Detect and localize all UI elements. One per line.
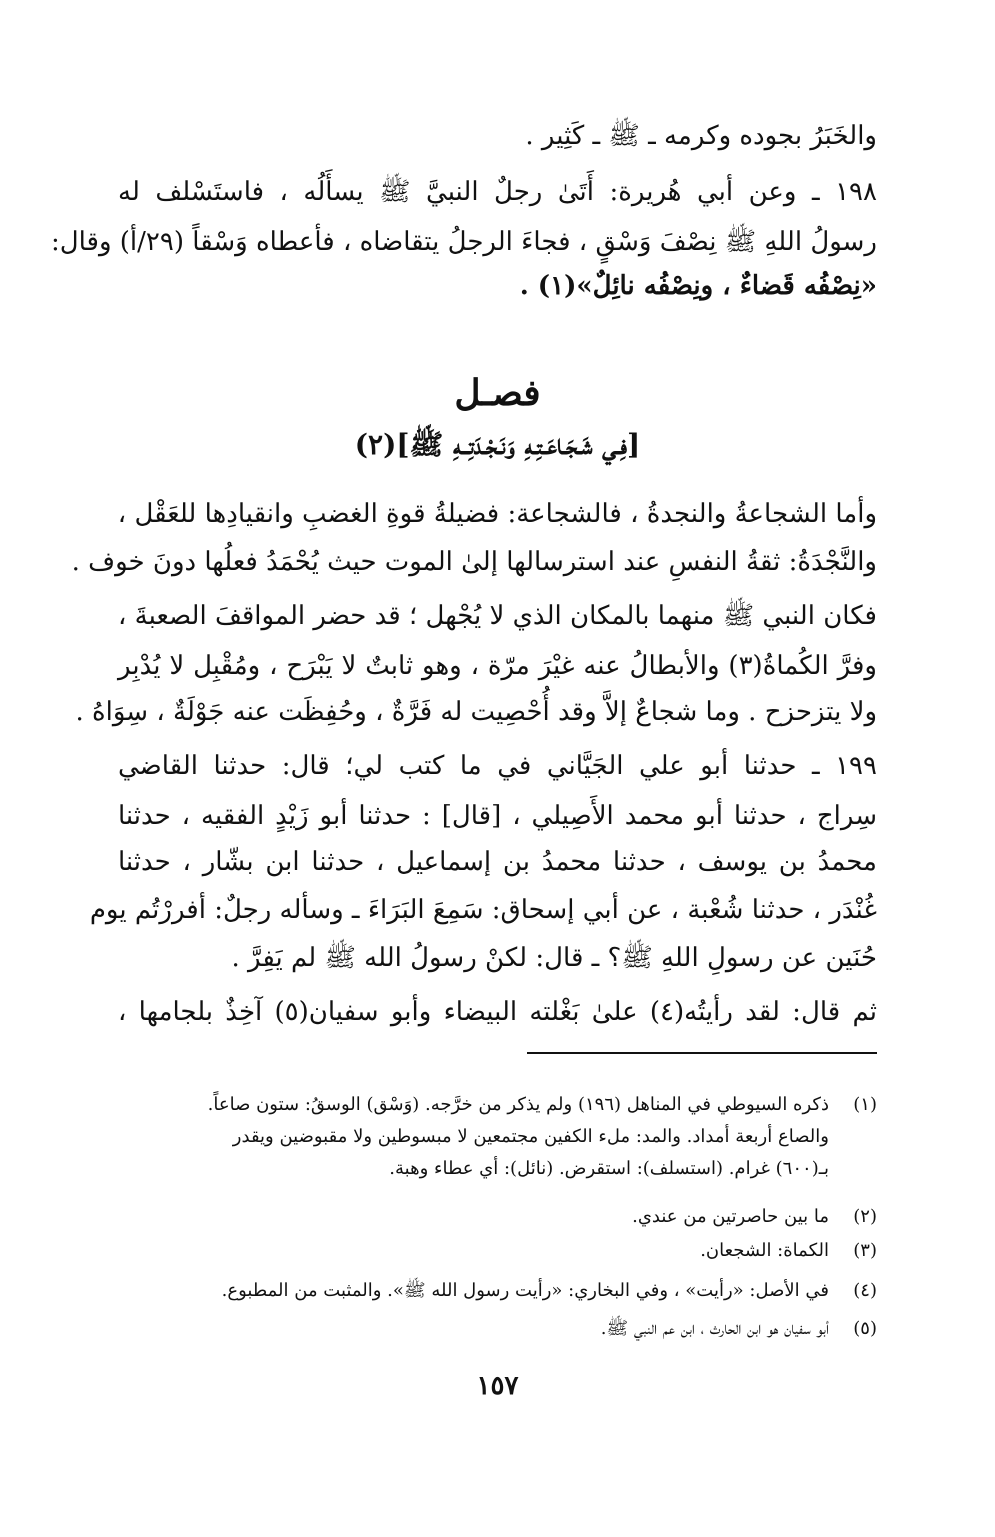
hadith-199-line-1: ١٩٩ ـ حدثنا أبو علي الجَيَّاني في ما كتب لي؛ قال: حدثنا القاضي <box>118 751 877 781</box>
footnote-number: (٤) <box>853 1280 877 1301</box>
footnote-separator <box>527 1052 877 1054</box>
footnote-1-continued: بـ(٦٠٠) غرام. (استسلف): استقرض. (نائل): أي عطاء وهبة. <box>389 1158 829 1179</box>
footnote-number: (٥) <box>853 1318 877 1339</box>
intro-line: والخَبَرُ بجوده وكرمه ـ ﷺ ـ كَثِير . <box>525 121 877 151</box>
hadith-199-line-3: محمدُ بن يوسف ، حدثنا محمدُ بن إسماعيل ، حدثنا ابن بشّار ، حدثنا <box>118 847 877 877</box>
footnote-number: (٣) <box>853 1240 877 1261</box>
footnote-5 <box>118 1314 877 1344</box>
footnote-2 <box>118 1202 877 1232</box>
book-page <box>50 0 877 1537</box>
courage-definition-line-2: والنَّجْدَةُ: ثقةُ النفسِ عند استرسالها إلىٰ الموت حيث يُحْمَدُ فعلُها دونَ خوف . <box>71 547 877 577</box>
hadith-199-line-2: سِراج ، حدثنا أبو محمد الأَصِيلي ، [قال] : حدثنا أبو زَيْدٍ الفقيه ، حدثنا <box>118 801 877 831</box>
hadith-198-line-2: رسولُ اللهِ ﷺ نِصْفَ وَسْقٍ ، فجاءَ الرجلُ يتقاضاه ، فأعطاه وَسْقاً (٢٩/أ) وقال: <box>50 227 877 257</box>
then-said-line: ثم قال: لقد رأيتُه(٤) علىٰ بَغْلته البيضاء وأبو سفيان(٥) آخِذٌ بلجامها ، <box>118 997 877 1027</box>
hadith-199-line-5: حُنَين عن رسولِ اللهِ ﷺ؟ ـ قال: لكنْ رسولُ الله ﷺ لم يَفِرَّ . <box>231 943 877 973</box>
footnote-3 <box>118 1236 877 1266</box>
hadith-199-line-4: غُنْدَر ، حدثنا شُعْبة ، عن أبي إسحاق: سَمِعَ البَرَاءَ ـ وسأله رجلٌ: أفررْتُم يوم <box>89 895 877 925</box>
prophet-courage-line-3: ولا يتزحزح . وما شجاعٌ إلاَّ وقد أُحْصِيت له فَرَّةٌ ، وحُفِظَت عنه جَوْلَةٌ ، سِوَاهُ . <box>75 697 877 727</box>
footnote-4 <box>118 1276 877 1306</box>
section-title: فصـل <box>454 372 541 414</box>
courage-definition-line-1: وأما الشجاعةُ والنجدةُ ، فالشجاعة: فضيلةُ قوةِ الغضبِ وانقيادِها للعَقْل ، <box>117 499 877 529</box>
prophet-courage-line-2: وفرَّ الكُماةُ(٣) والأبطالُ عنه غيْرَ مرّة ، وهو ثابتٌ لا يَبْرَح ، ومُقْبِل لا يُدْبِر <box>118 651 877 681</box>
footnote-text: الكماة: الشجعان. <box>700 1240 829 1261</box>
hadith-198-line-1: ١٩٨ ـ وعن أبي هُريرة: أَتَىٰ رجلٌ النبيَّ ﷺ يسأَلُه ، فاستَسْلف له <box>118 177 877 207</box>
footnote-number: (١) <box>853 1094 877 1115</box>
hadith-198-line-3: «نِصْفُه قَضاءٌ ، ونِصْفُه نائِلٌ»(١) . <box>519 271 877 301</box>
footnote-1 <box>118 1090 877 1120</box>
footnote-text: أبو سفيان هو ابن الحارث ، ابن عم النبي ﷺ. <box>600 1318 829 1339</box>
footnote-text: في الأصل: «رأيت» ، وفي البخاري: «رأيت رسول الله ﷺ». والمثبت من المطبوع. <box>221 1280 829 1301</box>
footnote-text: ذكره السيوطي في المناهل (١٩٦) ولم يذكر من خرَّجه. (وَسْق) الوسقُ: ستون صاعاً. <box>207 1094 829 1115</box>
page-number: ١٥٧ <box>476 1371 519 1401</box>
footnote-1-continued: والصاع أربعة أمداد. والمد: ملء الكفين مجتمعين لا مبسوطين ولا مقبوضين ويقدر <box>232 1126 829 1147</box>
footnote-text: ما بين حاصرتين من عندي. <box>632 1206 829 1227</box>
prophet-courage-line-1: فكان النبي ﷺ منهما بالمكان الذي لا يُجْهل ؛ قد حضر المواقفَ الصعبةَ ، <box>118 601 877 631</box>
footnote-number: (٢) <box>853 1206 877 1227</box>
section-subtitle: [فِـي شَـجَـاعَـتِـهِ وَنَـجْـدَتِــهِ ﷺ](٢) <box>354 428 641 461</box>
